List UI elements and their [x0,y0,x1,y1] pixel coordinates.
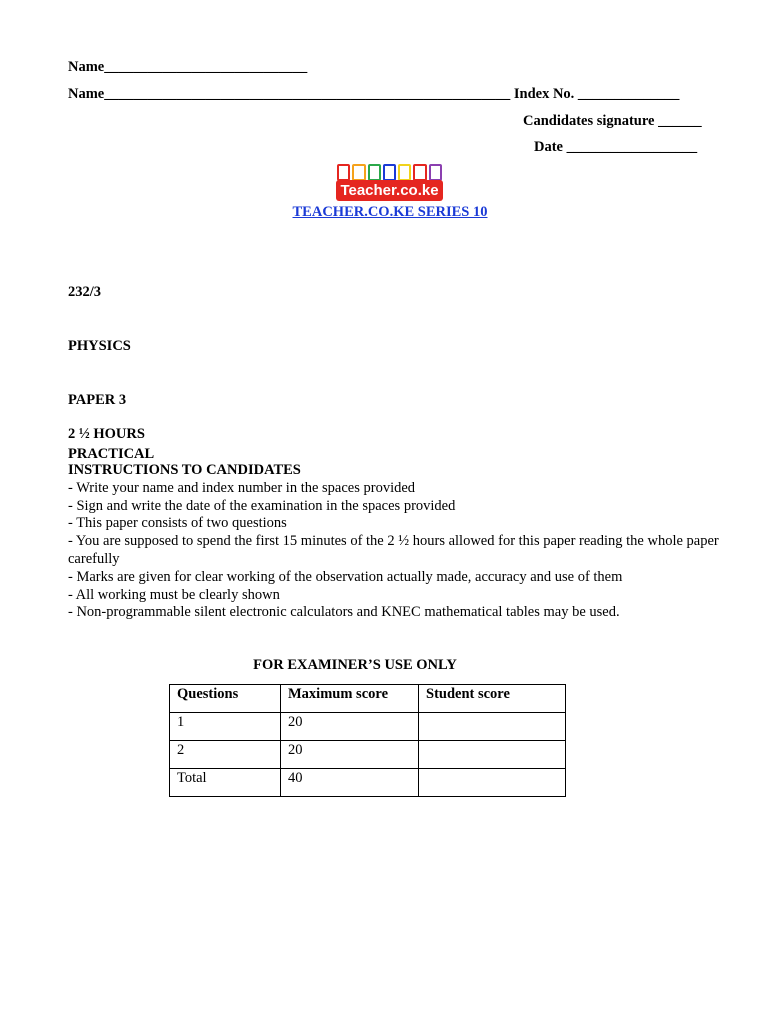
instruction-item: - Sign and write the date of the examination in the spaces provided [68,497,456,514]
max-score-cell: 20 [281,713,419,741]
table-row [170,741,566,769]
name-index-line [68,86,679,103]
instruction-item: - This paper consists of two questions [68,515,287,532]
logo-box [413,164,426,181]
logo-box [352,164,365,181]
max-score-cell: 40 [281,769,419,797]
examiner-score-table [169,684,566,797]
logo-box [337,164,350,181]
name-field-2: Name________________________________________________________ [68,86,511,102]
paper-type: PRACTICAL [68,446,155,462]
question-cell: Total [170,769,281,797]
max-score-cell: 20 [281,741,419,769]
candidate-signature-field: Candidates signature ______ [523,113,702,129]
logo-color-boxes [336,164,443,181]
instruction-item: - Marks are given for clear working of the observation actually made, accuracy and use of them [68,568,623,585]
paper-number: PAPER 3 [68,392,127,408]
date-field: Date __________________ [534,139,698,155]
question-cell: 2 [170,741,281,769]
table-header-row [170,685,566,713]
student-score-cell[interactable] [419,769,566,797]
name-field-1: Name____________________________ [68,59,308,75]
table-row [170,713,566,741]
instruction-item: - You are supposed to spend the first 15 minutes of the 2 ½ hours allowed for this paper reading the whole paper carefully [68,533,719,567]
series-link[interactable]: TEACHER.CO.KE SERIES 10 [292,204,488,220]
header-student-score: Student score [419,685,566,713]
instructions-section [68,462,728,622]
student-score-cell[interactable] [419,713,566,741]
logo-text: Teacher.co.ke [336,180,443,201]
examiner-table-title: FOR EXAMINER’S USE ONLY [253,657,457,673]
student-score-cell[interactable] [419,741,566,769]
logo-box [368,164,381,181]
header-maximum-score: Maximum score [281,685,419,713]
logo-box [398,164,411,181]
instructions-heading: INSTRUCTIONS TO CANDIDATES [68,462,301,478]
logo-box [383,164,396,181]
teacher-co-ke-logo [336,164,443,203]
paper-code: 232/3 [68,284,102,300]
question-cell: 1 [170,713,281,741]
logo-box [429,164,442,181]
paper-details [68,247,154,481]
instruction-item: - Write your name and index number in the spaces provided [68,479,416,496]
duration: 2 ½ HOURS [68,426,145,442]
instruction-item: - All working must be clearly shown [68,586,280,603]
index-number-field: Index No. ______________ [510,86,680,102]
paper-subject: PHYSICS [68,338,131,354]
instruction-item: - Non-programmable silent electronic calculators and KNEC mathematical tables may be used. [68,604,620,621]
table-row [170,769,566,797]
header-questions: Questions [170,685,281,713]
